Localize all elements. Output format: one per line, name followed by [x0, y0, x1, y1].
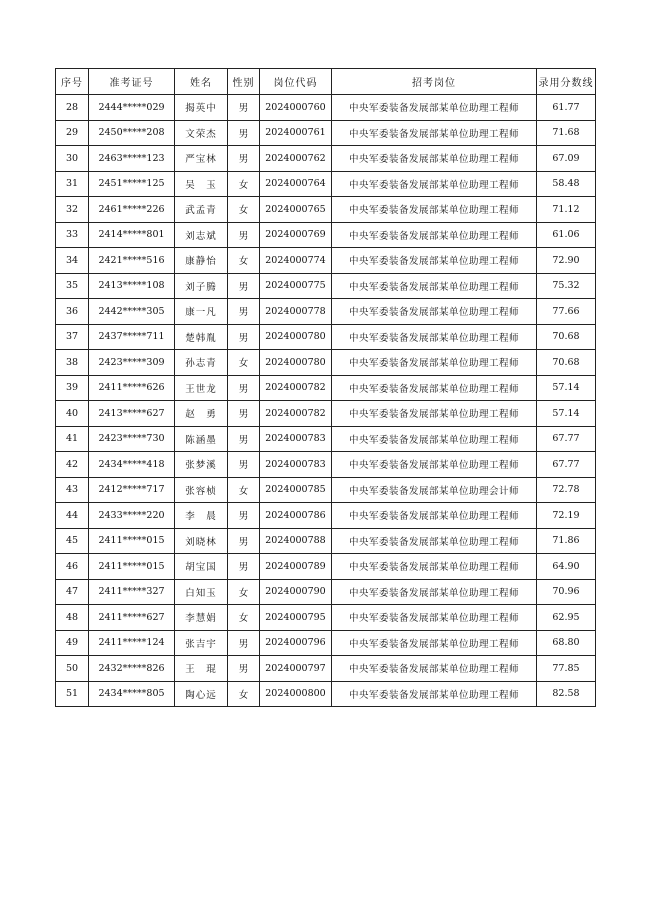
cell-score: 67.77 [537, 426, 596, 452]
cell-gender: 男 [228, 299, 260, 325]
cell-position: 中央军委装备发展部某单位助理工程师 [332, 452, 537, 478]
cell-position: 中央军委装备发展部某单位助理工程师 [332, 503, 537, 529]
cell-score: 67.77 [537, 452, 596, 478]
cell-name: 张容桢 [175, 477, 228, 503]
table-body [56, 95, 596, 707]
cell-score: 67.09 [537, 146, 596, 172]
table-row [56, 452, 596, 478]
cell-position-code: 2024000780 [260, 324, 332, 350]
cell-position-code: 2024000780 [260, 350, 332, 376]
cell-name: 王世龙 [175, 375, 228, 401]
cell-ticket-number: 2411*****015 [89, 554, 175, 580]
cell-score: 71.68 [537, 120, 596, 146]
cell-position-code: 2024000789 [260, 554, 332, 580]
cell-ticket-number: 2413*****108 [89, 273, 175, 299]
cell-name: 严宝林 [175, 146, 228, 172]
header-seq: 序号 [56, 69, 89, 95]
table-row [56, 605, 596, 631]
cell-seq: 38 [56, 350, 89, 376]
cell-score: 77.85 [537, 656, 596, 682]
cell-seq: 49 [56, 630, 89, 656]
cell-position: 中央军委装备发展部某单位助理工程师 [332, 120, 537, 146]
cell-seq: 50 [56, 656, 89, 682]
cell-seq: 41 [56, 426, 89, 452]
cell-ticket-number: 2432*****826 [89, 656, 175, 682]
cell-name: 陶心远 [175, 681, 228, 707]
cell-gender: 男 [228, 95, 260, 121]
cell-name: 张吉宇 [175, 630, 228, 656]
cell-ticket-number: 2451*****125 [89, 171, 175, 197]
cell-position-code: 2024000796 [260, 630, 332, 656]
cell-score: 72.78 [537, 477, 596, 503]
cell-name: 吴 玉 [175, 171, 228, 197]
cell-seq: 39 [56, 375, 89, 401]
cell-position-code: 2024000760 [260, 95, 332, 121]
cell-gender: 女 [228, 681, 260, 707]
cell-position: 中央军委装备发展部某单位助理工程师 [332, 681, 537, 707]
cell-position: 中央军委装备发展部某单位助理工程师 [332, 324, 537, 350]
cell-position: 中央军委装备发展部某单位助理工程师 [332, 375, 537, 401]
cell-gender: 男 [228, 401, 260, 427]
cell-position-code: 2024000788 [260, 528, 332, 554]
cell-score: 70.68 [537, 350, 596, 376]
cell-name: 康一凡 [175, 299, 228, 325]
cell-name: 赵 勇 [175, 401, 228, 427]
cell-position: 中央军委装备发展部某单位助理工程师 [332, 605, 537, 631]
cell-name: 刘晓林 [175, 528, 228, 554]
cell-position-code: 2024000761 [260, 120, 332, 146]
cell-gender: 女 [228, 605, 260, 631]
cell-position: 中央军委装备发展部某单位助理工程师 [332, 630, 537, 656]
cell-position-code: 2024000775 [260, 273, 332, 299]
cell-ticket-number: 2411*****626 [89, 375, 175, 401]
cell-gender: 男 [228, 503, 260, 529]
cell-score: 61.77 [537, 95, 596, 121]
cell-gender: 男 [228, 554, 260, 580]
cell-ticket-number: 2411*****124 [89, 630, 175, 656]
table-row [56, 197, 596, 223]
admission-score-table [55, 68, 596, 707]
cell-name: 康静怡 [175, 248, 228, 274]
cell-gender: 男 [228, 375, 260, 401]
cell-seq: 36 [56, 299, 89, 325]
cell-seq: 42 [56, 452, 89, 478]
cell-position-code: 2024000783 [260, 452, 332, 478]
cell-seq: 28 [56, 95, 89, 121]
cell-ticket-number: 2434*****418 [89, 452, 175, 478]
cell-position-code: 2024000765 [260, 197, 332, 223]
table-row [56, 273, 596, 299]
cell-seq: 31 [56, 171, 89, 197]
cell-position-code: 2024000774 [260, 248, 332, 274]
cell-gender: 女 [228, 197, 260, 223]
cell-gender: 男 [228, 426, 260, 452]
cell-ticket-number: 2421*****516 [89, 248, 175, 274]
cell-position: 中央军委装备发展部某单位助理工程师 [332, 248, 537, 274]
cell-score: 62.95 [537, 605, 596, 631]
cell-score: 71.86 [537, 528, 596, 554]
cell-position-code: 2024000785 [260, 477, 332, 503]
cell-score: 57.14 [537, 401, 596, 427]
cell-gender: 男 [228, 120, 260, 146]
cell-position: 中央军委装备发展部某单位助理工程师 [332, 401, 537, 427]
cell-seq: 47 [56, 579, 89, 605]
cell-score: 75.32 [537, 273, 596, 299]
cell-ticket-number: 2423*****309 [89, 350, 175, 376]
cell-position-code: 2024000797 [260, 656, 332, 682]
cell-ticket-number: 2437*****711 [89, 324, 175, 350]
cell-ticket-number: 2414*****801 [89, 222, 175, 248]
cell-name: 王 琨 [175, 656, 228, 682]
table-row [56, 171, 596, 197]
cell-position-code: 2024000782 [260, 375, 332, 401]
table-header-row [56, 69, 596, 95]
table-row [56, 579, 596, 605]
cell-score: 58.48 [537, 171, 596, 197]
cell-name: 楚韩胤 [175, 324, 228, 350]
cell-score: 70.96 [537, 579, 596, 605]
cell-position-code: 2024000786 [260, 503, 332, 529]
cell-name: 孙志青 [175, 350, 228, 376]
cell-position-code: 2024000795 [260, 605, 332, 631]
cell-position-code: 2024000783 [260, 426, 332, 452]
table-row [56, 681, 596, 707]
table-row [56, 120, 596, 146]
cell-score: 72.90 [537, 248, 596, 274]
cell-position: 中央军委装备发展部某单位助理工程师 [332, 273, 537, 299]
cell-name: 陈涵墨 [175, 426, 228, 452]
table-row [56, 630, 596, 656]
cell-name: 胡宝国 [175, 554, 228, 580]
cell-gender: 男 [228, 222, 260, 248]
cell-ticket-number: 2461*****226 [89, 197, 175, 223]
cell-gender: 女 [228, 477, 260, 503]
table-row [56, 528, 596, 554]
cell-seq: 46 [56, 554, 89, 580]
header-score: 录用分数线 [537, 69, 596, 95]
cell-gender: 男 [228, 452, 260, 478]
table-row [56, 222, 596, 248]
cell-ticket-number: 2423*****730 [89, 426, 175, 452]
cell-ticket-number: 2442*****305 [89, 299, 175, 325]
cell-score: 68.80 [537, 630, 596, 656]
cell-score: 57.14 [537, 375, 596, 401]
cell-score: 70.68 [537, 324, 596, 350]
table-row [56, 503, 596, 529]
cell-gender: 男 [228, 324, 260, 350]
cell-ticket-number: 2463*****123 [89, 146, 175, 172]
cell-ticket-number: 2434*****805 [89, 681, 175, 707]
cell-seq: 51 [56, 681, 89, 707]
cell-name: 张梦溪 [175, 452, 228, 478]
cell-position: 中央军委装备发展部某单位助理工程师 [332, 350, 537, 376]
cell-position-code: 2024000782 [260, 401, 332, 427]
cell-position: 中央军委装备发展部某单位助理工程师 [332, 656, 537, 682]
cell-position: 中央军委装备发展部某单位助理会计师 [332, 477, 537, 503]
cell-ticket-number: 2412*****717 [89, 477, 175, 503]
cell-seq: 35 [56, 273, 89, 299]
cell-name: 李 晨 [175, 503, 228, 529]
cell-seq: 48 [56, 605, 89, 631]
cell-seq: 40 [56, 401, 89, 427]
cell-ticket-number: 2411*****627 [89, 605, 175, 631]
cell-position: 中央军委装备发展部某单位助理工程师 [332, 222, 537, 248]
cell-name: 文荣杰 [175, 120, 228, 146]
cell-position: 中央军委装备发展部某单位助理工程师 [332, 171, 537, 197]
cell-score: 71.12 [537, 197, 596, 223]
cell-position: 中央军委装备发展部某单位助理工程师 [332, 528, 537, 554]
cell-seq: 32 [56, 197, 89, 223]
cell-ticket-number: 2450*****208 [89, 120, 175, 146]
cell-name: 李慧娟 [175, 605, 228, 631]
table-row [56, 375, 596, 401]
cell-seq: 33 [56, 222, 89, 248]
cell-gender: 女 [228, 248, 260, 274]
cell-ticket-number: 2411*****327 [89, 579, 175, 605]
cell-gender: 女 [228, 171, 260, 197]
cell-ticket-number: 2413*****627 [89, 401, 175, 427]
cell-position: 中央军委装备发展部某单位助理工程师 [332, 426, 537, 452]
cell-gender: 女 [228, 579, 260, 605]
cell-score: 77.66 [537, 299, 596, 325]
cell-position-code: 2024000790 [260, 579, 332, 605]
cell-position: 中央军委装备发展部某单位助理工程师 [332, 95, 537, 121]
cell-position: 中央军委装备发展部某单位助理工程师 [332, 197, 537, 223]
cell-seq: 30 [56, 146, 89, 172]
header-position: 招考岗位 [332, 69, 537, 95]
table-row [56, 324, 596, 350]
cell-gender: 男 [228, 273, 260, 299]
cell-gender: 男 [228, 630, 260, 656]
cell-position: 中央军委装备发展部某单位助理工程师 [332, 299, 537, 325]
cell-name: 武孟青 [175, 197, 228, 223]
header-code: 岗位代码 [260, 69, 332, 95]
cell-seq: 45 [56, 528, 89, 554]
cell-position-code: 2024000762 [260, 146, 332, 172]
cell-position-code: 2024000764 [260, 171, 332, 197]
header-ticket: 准考证号 [89, 69, 175, 95]
cell-position: 中央军委装备发展部某单位助理工程师 [332, 579, 537, 605]
table-row [56, 95, 596, 121]
table-row [56, 656, 596, 682]
cell-position: 中央军委装备发展部某单位助理工程师 [332, 146, 537, 172]
table-row [56, 401, 596, 427]
table-row [56, 350, 596, 376]
cell-seq: 34 [56, 248, 89, 274]
cell-position-code: 2024000769 [260, 222, 332, 248]
cell-seq: 44 [56, 503, 89, 529]
table-row [56, 248, 596, 274]
cell-name: 揭英中 [175, 95, 228, 121]
cell-score: 61.06 [537, 222, 596, 248]
cell-ticket-number: 2411*****015 [89, 528, 175, 554]
table-row [56, 477, 596, 503]
cell-gender: 男 [228, 146, 260, 172]
table-row [56, 554, 596, 580]
table-row [56, 426, 596, 452]
cell-gender: 男 [228, 528, 260, 554]
cell-gender: 女 [228, 350, 260, 376]
cell-seq: 43 [56, 477, 89, 503]
cell-position: 中央军委装备发展部某单位助理工程师 [332, 554, 537, 580]
cell-name: 刘志斌 [175, 222, 228, 248]
cell-name: 白知玉 [175, 579, 228, 605]
table-row [56, 146, 596, 172]
cell-name: 刘子腾 [175, 273, 228, 299]
cell-score: 82.58 [537, 681, 596, 707]
cell-seq: 29 [56, 120, 89, 146]
table-row [56, 299, 596, 325]
cell-seq: 37 [56, 324, 89, 350]
cell-ticket-number: 2444*****029 [89, 95, 175, 121]
cell-position-code: 2024000778 [260, 299, 332, 325]
cell-score: 64.90 [537, 554, 596, 580]
cell-position-code: 2024000800 [260, 681, 332, 707]
cell-gender: 男 [228, 656, 260, 682]
header-name: 姓名 [175, 69, 228, 95]
cell-score: 72.19 [537, 503, 596, 529]
header-gender: 性别 [228, 69, 260, 95]
cell-ticket-number: 2433*****220 [89, 503, 175, 529]
